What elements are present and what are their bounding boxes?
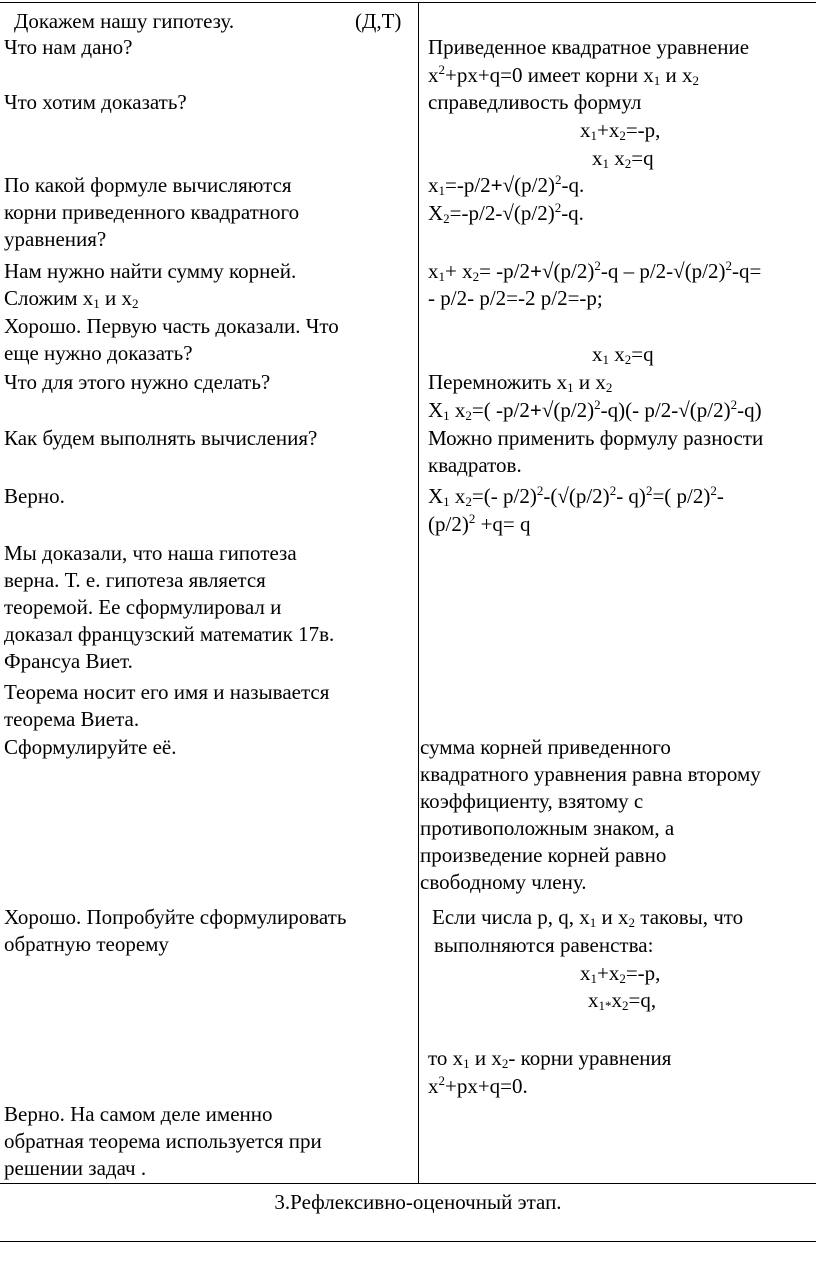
converse-line-1: Если числа p, q, $x_1$ и $x_2$ таковы, что [432,905,744,930]
product-calculation: $X_1$ $x_2=$( $-p/2+√(p/2)^2-q)(-$ $p/2-√(p/2)^2-q$) [428,397,762,423]
correct-1: Верно. [4,484,65,508]
given-line-1: Приведенное квадратное уравнение [428,35,750,59]
proved-paragraph: Мы доказали, что наша гипотеза верна. Т. е. гипотеза является теоремой. Ее сформулировал и доказал французский математик 17в. Франсуа Виет. [4,541,335,673]
given-line-2: $x^2+px+q=0$ имеет корни $x_1$ и $x_2$ [428,62,699,88]
sum-calculation: $x_1+ x_2= -p/2+√(p/2)^2-q - p/2-√(p/2)^2-q=$ [428,258,762,284]
product-goal: $x_1$ $x_2=q$ [592,342,654,367]
difference-of-squares: Можно применить формулу разности квадратов. [428,426,764,477]
add-roots-text: Сложим $x_1$ и $x_2$ [4,286,139,311]
converse-product: $x_{1*}x_2=q$, [588,988,657,1013]
vieta-theorem-statement: сумма корней приведенного квадратного уравнения равна второму коэффициенту, взятому с противоположным знаком, а произведение корней равно свободному члену. [420,735,761,894]
column-divider [418,2,419,1183]
converse-equation: $x^2+px+q=0$. [428,1073,528,1098]
first-part-proved: Хорошо. Первую часть доказали. Что еще нужно доказать? [4,314,339,365]
question-given: Что нам дано? [4,35,133,59]
product-formula: $x_1$ $x_2=q$ [592,146,654,171]
converse-prompt: Хорошо. Попробуйте сформулировать обратную теорему [4,905,347,956]
product-result-2: $(p/2)^2 +q= q$ [428,511,531,536]
question-formula: По какой формуле вычисляются корни приведенного квадратного уравнения? [4,173,300,251]
question-prove: Что хотим доказать? [4,90,187,114]
reflexive-stage-heading: 3.Рефлексивно-оценочный этап. [274,1190,562,1214]
sum-formula: $x_1+x_2=-p$, [580,118,661,143]
table-bottom-border [0,1241,816,1242]
root-formula-1: $x_1=-p/2+√(p/2)^2-q$. [428,172,585,198]
table-top-border [0,2,816,3]
root-formula-2: $X_2=-p/2-√(p/2)^2-q$. [428,200,584,226]
named-paragraph: Теорема носит его имя и называется теорема Виета. [4,680,330,731]
converse-sum: $x_1+x_2=-p$, [580,961,661,986]
what-to-do: Что для этого нужно сделать? [4,370,271,394]
sum-calculation-result: - p/2- p/2=-2 p/2=-p; [428,286,603,310]
left-header: Докажем нашу гипотезу. [14,9,235,33]
converse-line-2: выполняются равенства: [434,933,654,957]
validity-line: справедливость формул [428,90,642,114]
table-row-divider [0,1183,816,1184]
product-result: $X_1$ $x_2=(-$ $p/2)^2-(√(p/2)^2-$ q)$^2$=( p/2)$^2$- [428,483,724,509]
find-sum-text: Нам нужно найти сумму корней. [4,259,297,283]
final-remark: Верно. На самом деле именно обратная теорема используется при решении задач . [4,1102,322,1180]
formulate-prompt: Сформулируйте её. [4,735,177,759]
how-calculate: Как будем выполнять вычисления? [4,426,318,450]
left-header-code: (Д,Т) [355,9,402,33]
converse-conclusion: то $x_1$ и $x_2-$ корни уравнения [428,1046,672,1071]
multiply-roots: Перемножить $x_1$ и $x_2$ [428,370,613,395]
